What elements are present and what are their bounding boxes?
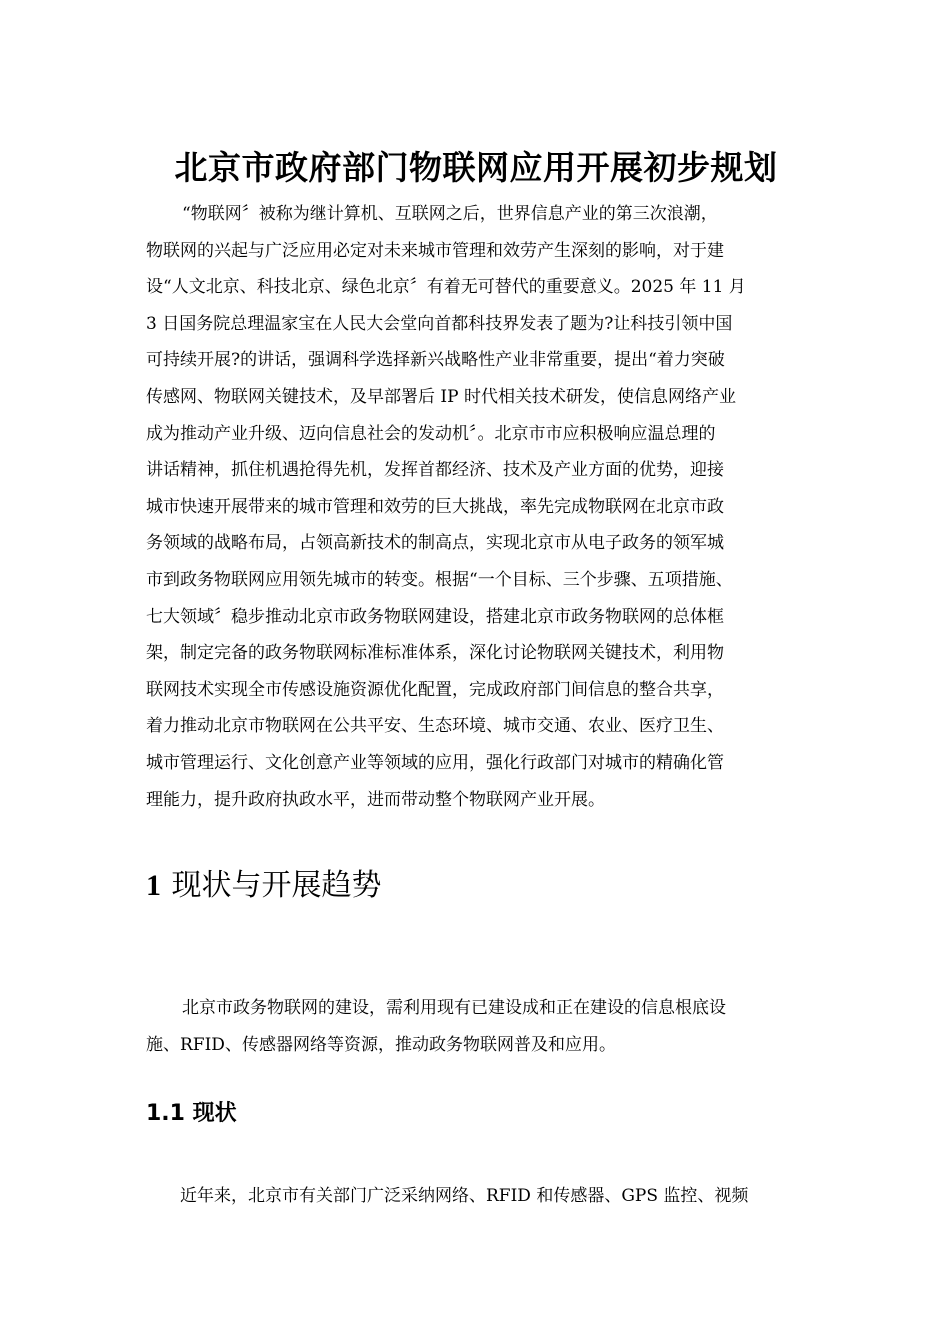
paragraph-line: 设“人文北京、科技北京、绿色北京〞有着无可替代的重要意义。2025 年 11 月	[146, 277, 746, 298]
document-title: 北京市政府部门物联网应用开展初步规划	[174, 148, 778, 187]
paragraph-line: 可持续开展?的讲话，强调科学选择新兴战略性产业非常重要，提出“着力突破	[146, 350, 725, 371]
section-number: 1	[146, 869, 161, 902]
section-title: 现状与开展趋势	[171, 868, 382, 903]
section-1-1-heading: 1.1 现状	[146, 1101, 237, 1126]
paragraph-line: 理能力，提升政府执政水平，进而带动整个物联网产业开展。	[146, 789, 605, 810]
paragraph-line: 联网技术实现全市传感设施资源优化配置，完成政府部门间信息的整合共享，	[146, 679, 724, 700]
paragraph-line: 城市管理运行、文化创意产业等领域的应用，强化行政部门对城市的精确化管	[146, 752, 724, 773]
paragraph-line: 着力推动北京市物联网在公共平安、生态环境、城市交通、农业、医疗卫生、	[146, 716, 724, 737]
paragraph-line: “物联网〞被称为继计算机、互联网之后，世界信息产业的第三次浪潮，	[182, 204, 718, 224]
paragraph-line: 传感网、物联网关键技术，及早部署后 IP 时代相关技术研发，使信息网络产业	[146, 386, 736, 407]
paragraph-line: 物联网的兴起与广泛应用必定对未来城市管理和效劳产生深刻的影响，对于建	[146, 240, 724, 261]
paragraph-line: 讲话精神，抓住机遇抢得先机，发挥首都经济、技术及产业方面的优势，迎接	[146, 460, 724, 481]
paragraph-line: 北京市政务物联网的建设，需利用现有已建设成和正在建设的信息根底设	[182, 998, 726, 1018]
paragraph-line: 市到政务物联网应用领先城市的转变。根据“一个目标、三个步骤、五项措施、	[146, 569, 733, 590]
paragraph-line: 施、RFID、传感器网络等资源，推动政务物联网普及和应用。	[146, 1034, 616, 1055]
paragraph-line: 近年来，北京市有关部门广泛采纳网络、RFID 和传感器、GPS 监控、视频	[180, 1186, 749, 1206]
section-1-heading	[146, 862, 381, 910]
section-1-1-paragraph	[146, 1178, 806, 1215]
paragraph-line: 七大领域〞稳步推动北京市政务物联网建设，搭建北京市政务物联网的总体框	[146, 606, 724, 627]
paragraph-line: 成为推动产业升级、迈向信息社会的发动机〞。北京市市应积极响应温总理的	[146, 423, 716, 444]
paragraph-line: 架，制定完备的政务物联网标准标准体系，深化讨论物联网关键技术，利用物	[146, 643, 724, 664]
paragraph-line: 3 日国务院总理温家宝在人民大会堂向首都科技界发表了题为?让科技引领中国	[146, 313, 733, 334]
paragraph-line: 务领域的战略布局，占领高新技术的制高点，实现北京市从电子政务的领军城	[146, 533, 724, 554]
paragraph-line: 城市快速开展带来的城市管理和效劳的巨大挑战，率先完成物联网在北京市政	[146, 496, 724, 517]
intro-paragraph	[146, 196, 806, 818]
section-1-paragraph	[146, 990, 806, 1063]
